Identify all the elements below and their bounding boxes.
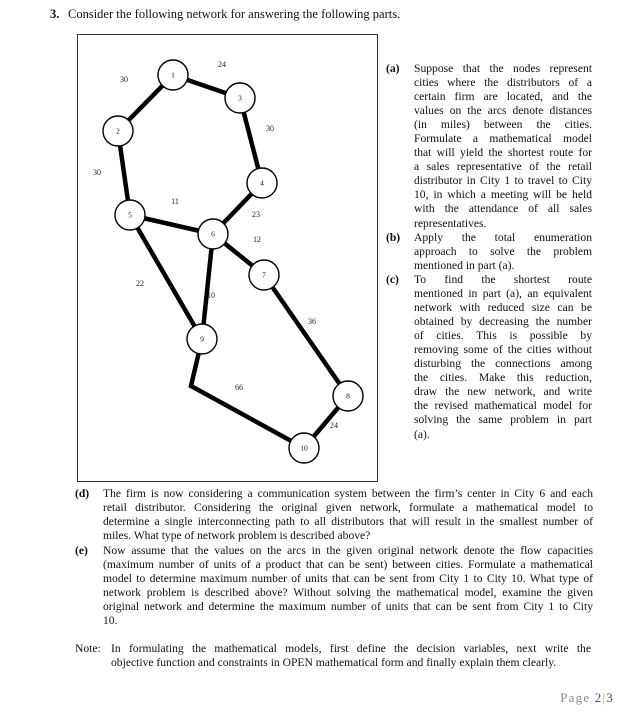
part-c-text: [414, 273, 592, 442]
note-label: Note:: [75, 642, 101, 655]
parts.e-line: network problem is described above? Without solving the mathematical model, examine the given: [103, 586, 593, 600]
parts.d-line: retail distributor. Considering the original given network, formulate a mathematical model to: [103, 501, 593, 515]
node-label-2: 2: [116, 126, 120, 136]
parts.c-line: (a).: [414, 427, 430, 441]
arc-label-6-9: 10: [207, 291, 215, 300]
parts.a-line: a sales representative of the retail: [414, 160, 592, 174]
parts.c-line: mentioned in part (a), an equivalent: [414, 287, 592, 301]
parts.c-line: removing some of the cities without: [414, 343, 592, 357]
parts.b-line: mentioned in part (a).: [414, 259, 515, 273]
parts.d-line: determine a single interconnecting path to all distributors that will result in the smallest number of: [103, 515, 593, 529]
arc-label-4-6: 23: [252, 210, 260, 219]
arc-label-1-3: 24: [218, 60, 226, 69]
question-number: 3.: [50, 7, 60, 21]
parts.a-line: Suppose that the nodes represent: [414, 62, 592, 75]
node-label-7: 7: [262, 270, 266, 280]
arc-label-6-7: 12: [253, 235, 261, 244]
node-label-6: 6: [211, 229, 215, 239]
page-word: Page: [560, 690, 591, 705]
arc-label-3-4: 30: [266, 124, 274, 133]
node-label-10: 10: [300, 443, 308, 453]
parts.e-line: 10.: [103, 614, 118, 628]
arc-label-8-10: 24: [330, 421, 338, 430]
part-b-text: [414, 231, 592, 273]
note-text: [111, 642, 591, 670]
parts.b-line: Apply the total enumeration: [414, 231, 592, 244]
arc-label-7-8: 36: [308, 317, 316, 326]
parts.c-line: disturbing the connections among: [414, 357, 592, 371]
parts.a-line: cities where the distributors of a: [414, 76, 592, 90]
parts.a-line: 10, in which a meeting will be held: [414, 188, 592, 202]
parts.b-line: approach to solve the problem: [414, 245, 592, 259]
arc-label-5-6: 11: [171, 197, 179, 206]
parts.a-line: distributor in City 1 to travel to City: [414, 174, 592, 188]
part-a-label: (a): [386, 62, 400, 75]
parts.c-line: network with reduced size can be: [414, 301, 592, 315]
arc-label-9-10: 66: [235, 383, 243, 392]
part-d-text: [103, 487, 593, 543]
parts.c-line: draw the new network, and write: [414, 385, 592, 399]
part-c-label: (c): [386, 273, 399, 286]
part-a-text: [414, 62, 592, 231]
parts.d-line: The firm is now considering a communication system between the firm’s center in City 6 and each: [103, 487, 593, 500]
parts.c-line: To find the shortest route: [414, 273, 592, 286]
part-e-text: [103, 544, 593, 628]
parts.a-line: Formulate a mathematical model: [414, 132, 592, 146]
node-label-1: 1: [171, 70, 175, 80]
parts.a-line: certain firm are located, and the: [414, 90, 592, 104]
arc-label-5-9: 22: [136, 279, 144, 288]
parts.c-line: the cities. Make this reduction,: [414, 371, 592, 385]
parts.a-line: that will yield the shortest route for: [414, 146, 592, 160]
parts.c-line: obtained by decreasing the number: [414, 315, 592, 329]
parts.d-line: miles. What type of network problem is described above?: [103, 529, 371, 543]
page-current: 2: [594, 690, 603, 705]
arc-label-2-5: 30: [93, 168, 101, 177]
parts.a-line: values on the arcs denote distances: [414, 104, 592, 118]
network-diagram: [77, 34, 378, 482]
arc-6-9: [202, 234, 213, 339]
parts.a-line: representatives.: [414, 216, 487, 230]
parts.e-line: model to determine maximum number of units that can be sent from City 1 to City 10. What type of: [103, 572, 593, 586]
arc-9-10: [191, 339, 304, 448]
parts.c-line: solving the same problem in part: [414, 413, 592, 427]
parts.c-line: of cities. This is possible by: [414, 329, 592, 343]
note-line: objective function and constraints in OPEN mathematical form and finally explain them clearly.: [111, 656, 557, 669]
arc-5-9: [130, 215, 202, 339]
note-line: In formulating the mathematical models, first define the decision variables, next write the: [111, 642, 591, 655]
node-label-3: 3: [238, 93, 242, 103]
part-d-label: (d): [75, 487, 90, 500]
node-label-4: 4: [260, 178, 264, 188]
node-label-8: 8: [346, 391, 350, 401]
part-e-label: (e): [75, 544, 88, 557]
page-number: Page 2|3: [560, 690, 614, 705]
parts.c-line: the revised mathematical model for: [414, 399, 592, 413]
parts.e-line: Now assume that the values on the arcs in the given original network denote the flow capacities: [103, 544, 593, 557]
page-total: 3: [606, 690, 614, 705]
arc-label-1-2: 30: [120, 75, 128, 84]
parts.a-line: with the attendance of all sales: [414, 202, 592, 216]
parts.e-line: (maximum number of units of a product that can be sent) between cities. Formulate a mathematical: [103, 558, 593, 572]
parts.a-line: (in miles) between the cities.: [414, 118, 592, 132]
question-title: Consider the following network for answering the following parts.: [68, 7, 401, 21]
node-label-9: 9: [200, 334, 204, 344]
parts.e-line: original network and determine the maximum number of units that can be sent from City 1 to City: [103, 600, 593, 614]
arc-7-8: [264, 275, 348, 396]
part-b-label: (b): [386, 231, 401, 244]
node-label-5: 5: [128, 210, 132, 220]
